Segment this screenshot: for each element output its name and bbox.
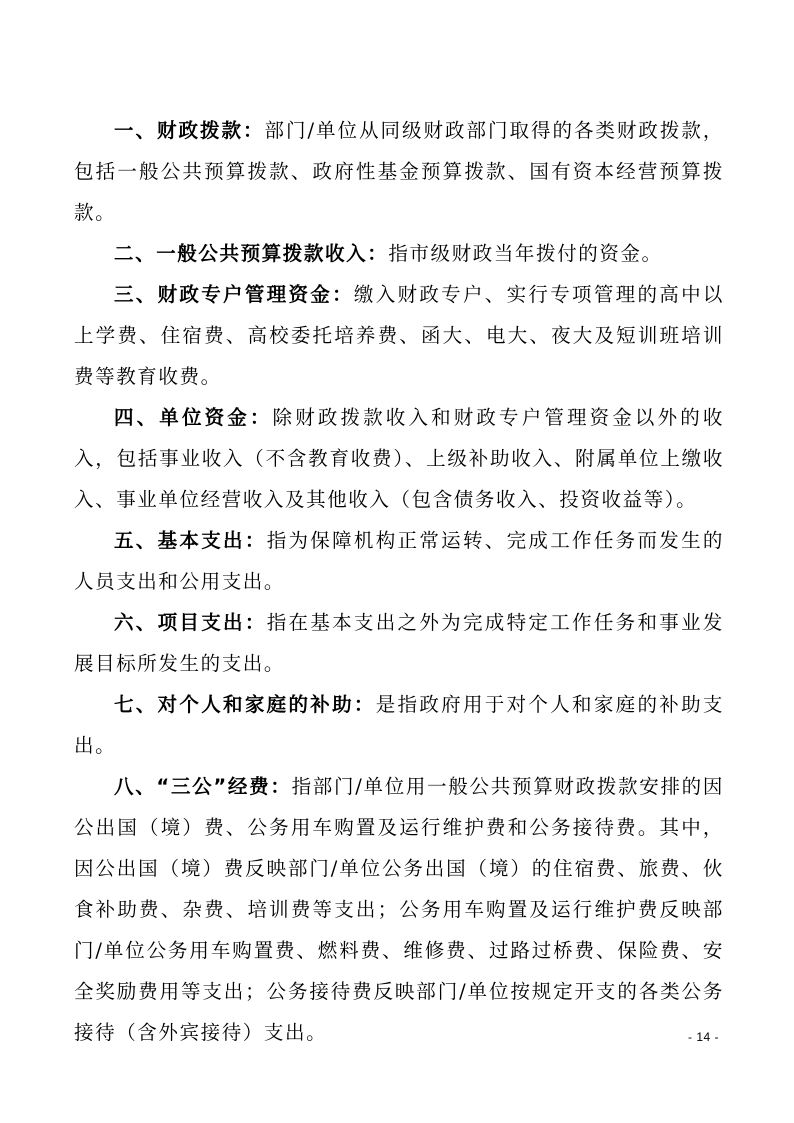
definition-term: 一、财政拨款： (114, 119, 265, 142)
page-number: - 14 - (688, 1030, 720, 1044)
definition-text: 指部门/单位用一般公共预算财政拨款安排的因公出国（境）费、公务用车购置及运行维护费和公务接待费。其中，因公出国（境）费反映部门/单位公务出国（境）的住宿费、旅费、伙食补助费、杂费、培训费等支出；公务用车购置及运行维护费反映部门/单位公务用车购置费、燃料费、维修费、过路过桥费、保险费、安全奖励费用等支出；公务接待费反映部门/单位按规定开支的各类公务接待（含外宾接待）支出。 (74, 775, 724, 1044)
definition-paragraph (74, 684, 724, 766)
definition-term: 六、项目支出： (114, 611, 267, 634)
definition-text: 除财政拨款收入和财政专户管理资金以外的收入，包括事业收入（不含教育收费）、上级补助收入、附属单位上缴收入、事业单位经营收入及其他收入（包含债务收入、投资收益等）。 (74, 406, 724, 511)
definition-term: 五、基本支出： (114, 529, 267, 552)
definition-term: 八、“三公”经费： (114, 775, 292, 798)
definition-paragraph (74, 766, 724, 1053)
definition-text: 指在基本支出之外为完成特定工作任务和事业发展目标所发生的支出。 (74, 611, 725, 675)
definition-term: 三、财政专户管理资金： (114, 283, 354, 306)
definition-term: 四、单位资金： (114, 406, 273, 429)
definition-text: 指为保障机构正常运转、完成工作任务而发生的人员支出和公用支出。 (74, 529, 725, 593)
definition-text: 指市级财政当年拨付的资金。 (388, 242, 663, 265)
definition-term: 七、对个人和家庭的补助： (114, 693, 376, 716)
definition-paragraph (74, 397, 724, 520)
definition-text: 部门/单位从同级财政部门取得的各类财政拨款，包括一般公共预算拨款、政府性基金预算拨款、国有资本经营预算拨款。 (74, 119, 725, 224)
definition-text: 是指政府用于对个人和家庭的补助支出。 (74, 693, 724, 757)
document-body (74, 110, 724, 1053)
definition-text: 缴入财政专户、实行专项管理的高中以上学费、住宿费、高校委托培养费、函大、电大、夜大及短训班培训费等教育收费。 (74, 283, 724, 388)
definition-paragraph (74, 274, 724, 397)
definition-term: 二、一般公共预算拨款收入： (114, 242, 389, 265)
definition-paragraph (74, 602, 724, 684)
definition-paragraph (74, 233, 724, 274)
definition-paragraph (74, 520, 724, 602)
definition-paragraph (74, 110, 724, 233)
